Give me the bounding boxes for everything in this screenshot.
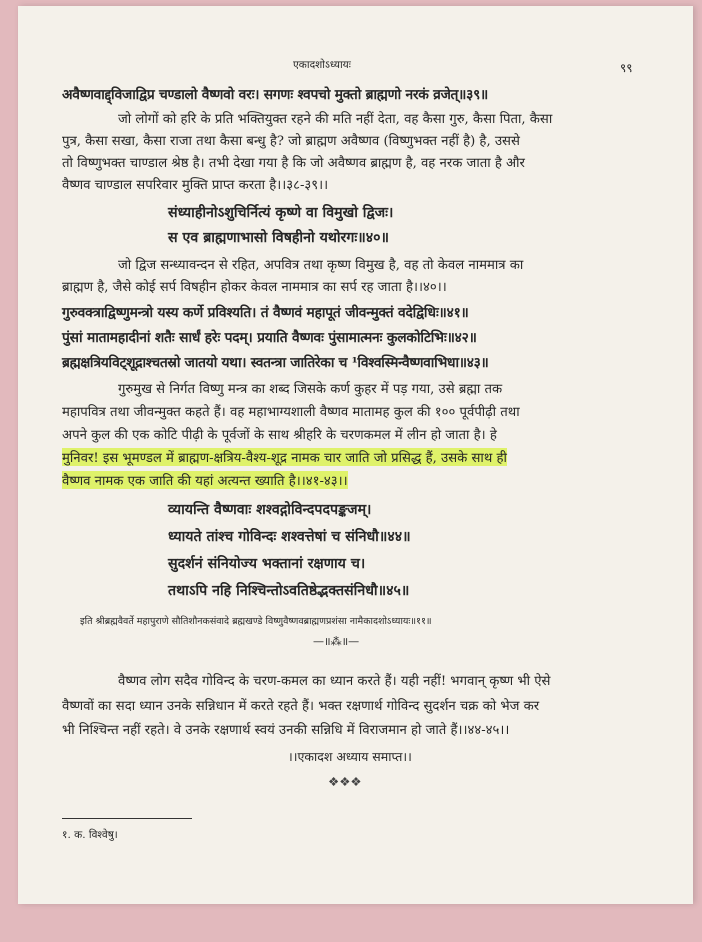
page-number: ९९ (620, 61, 633, 75)
commentary-line: पुत्र, कैसा सखा, कैसा राजा तथा कैसा बन्धु है? जो ब्राह्मण अवैष्णव (विष्णुभक्त नहीं है) है, उससे (62, 134, 520, 149)
verse-44-b: ध्यायते तांश्च गोविन्दः शश्वत्तेषां च संनिधौ॥४४॥ (168, 529, 411, 545)
highlighted-line: वैष्णव नामक एक जाति की यहां अत्यन्त ख्याति है।।४१-४३।। (62, 471, 348, 489)
commentary-line: महापवित्र तथा जीवन्मुक्त कहते हैं। वह महाभाग्यशाली वैष्णव मातामह कुल की १०० पूर्वपीढ़ी तथा (62, 405, 520, 420)
verse-42: पुंसां मातामहादीनां शतैः सार्धं हरेः पदम्। प्रयाति वैष्णवः पुंसामात्मनः कुलकोटिभिः॥४२॥ (62, 330, 477, 346)
chapter-end: ।।एकादश अध्याय समाप्त।। (288, 749, 412, 764)
commentary-line: गुरुमुख से निर्गत विष्णु मन्त्र का शब्द जिसके कर्ण कुहर में पड़ गया, उसे ब्रह्मा तक (118, 382, 503, 397)
verse-40-a: संध्याहीनोऽशुचिर्नित्यं कृष्णे वा विमुखो द्विजः। (168, 205, 394, 221)
separator-ornament: —॥⁂॥— (313, 635, 360, 648)
verse-40-b: स एव ब्राह्मणाभासो विषहीनो यथोरगः॥४०॥ (168, 230, 389, 246)
commentary-line: वैष्णव चाण्डाल सपरिवार मुक्ति प्राप्त करता है।।३८-३९।। (62, 178, 329, 193)
colophon: इति श्रीब्रह्मवैवर्ते महापुराणे सौतिशौनकसंवादे ब्रह्मखण्डे विष्णुवैष्णवब्राह्मणप्रशंसा नामैकादशोऽध्यायः॥११॥ (80, 616, 432, 627)
page-header-title: एकादशोऽध्यायः (293, 59, 351, 71)
verse-44-a: व्यायन्ति वैष्णवाः शश्वद्गोविन्दपदपङ्कजम्। (168, 502, 372, 518)
commentary-line: जो द्विज सन्ध्यावन्दन से रहित, अपवित्र तथा कृष्ण विमुख है, वह तो केवल नाममात्र का (118, 258, 524, 273)
commentary-line: ब्राह्मण है, जैसे कोई सर्प विषहीन होकर केवल नाममात्र का सर्प रह जाता है।।४०।। (62, 280, 447, 295)
footnote-rule (62, 818, 192, 819)
footnote: १. क. विश्वेषु। (62, 829, 118, 841)
commentary-line: तो विष्णुभक्त चाण्डाल श्रेष्ठ है। तभी देखा गया है कि जो अवैष्णव ब्राह्मण है, वह नरक जाता है और (62, 156, 525, 171)
summary-line: भी निश्चिन्त नहीं रहते। वे उनके रक्षणार्थ स्वयं उनकी सन्निधि में विराजमान हो जाते हैं।।४४-४५।। (62, 723, 510, 738)
commentary-line: अपने कुल की एक कोटि पीढ़ी के पूर्वजों के साथ श्रीहरि के चरणकमल में लीन हो जाता है। हे (62, 428, 497, 443)
summary-line: वैष्णव लोग सदैव गोविन्द के चरण-कमल का ध्यान करते हैं। यही नहीं! भगवान् कृष्ण भी ऐसे (118, 674, 551, 689)
verse-43: ब्रह्मक्षत्रियविट्शूद्राश्चतस्रो जातयो यथा। स्वतन्त्रा जातिरेका च ¹विश्वस्मिन्वैष्णवाभिधा॥४३॥ (62, 355, 489, 371)
highlighted-line: मुनिवर! इस भूमण्डल में ब्राह्मण-क्षत्रिय-वैश्य-शूद्र नामक चार जाति जो प्रसिद्ध हैं, उसके साथ ही (62, 448, 507, 466)
verse-39: अवैष्णवाद्द्विजाद्विप्र चण्डालो वैष्णवो वरः। सगणः श्वपचो मुक्तो ब्राह्मणो नरकं व्रजेत्॥३९॥ (62, 87, 489, 103)
summary-line: वैष्णवों का सदा ध्यान उनके सन्निधान में करते रहते हैं। भक्त रक्षणार्थ गोविन्द सुदर्शन चक्र को भेज कर (62, 699, 540, 714)
verse-45-b: तथाऽपि नहि निश्चिन्तोऽवतिष्ठेद्भक्तसंनिधौ॥४५॥ (168, 583, 410, 599)
ornament-diamonds: ❖❖❖ (328, 774, 362, 789)
verse-45-a: सुदर्शनं संनियोज्य भक्तानां रक्षणाय च। (168, 556, 366, 572)
commentary-line: जो लोगों को हरि के प्रति भक्तियुक्त रहने की मति नहीं देता, वह कैसा गुरु, कैसा पिता, कैसा (118, 112, 553, 127)
verse-41: गुरुवक्त्राद्विष्णुमन्त्रो यस्य कर्णे प्रविश्यति। तं वैष्णवं महापूतं जीवन्मुक्तं वदेद्विधिः॥४१॥ (62, 305, 469, 321)
book-page (18, 6, 693, 904)
